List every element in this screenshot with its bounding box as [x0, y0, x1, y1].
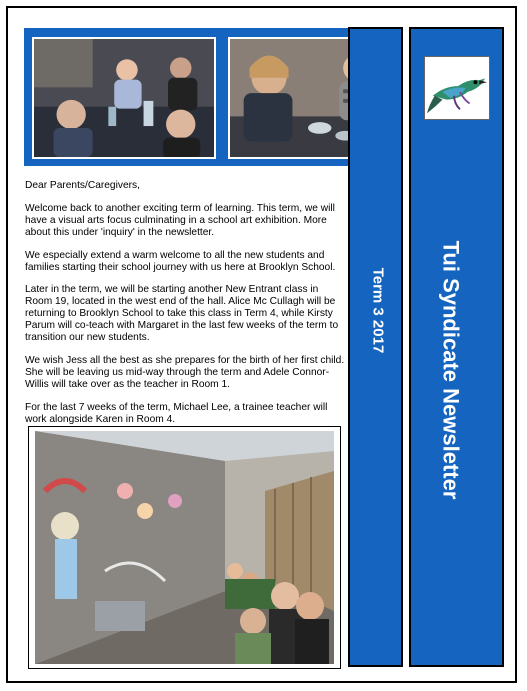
children-experimenting-photo [32, 37, 216, 159]
term-label: Term 3 2017 [369, 267, 386, 353]
letter-paragraph: We wish Jess all the best as she prepares for the birth of her first child. She will be leaving us mid-way through the term and Adele Connor-Willis will take over as the teacher in Room 1. [25, 354, 345, 390]
letter-greeting: Dear Parents/Caregivers, [25, 180, 140, 191]
letter-paragraph: Later in the term, we will be starting another New Entrant class in Room 19, located in the west end of the hall. Alice Mc Cullagh will be returning to Brooklyn School to take this class in Term 4, while Kirsty Parum will co-teach with Margaret in the last few weeks of the term to transition our new students. [25, 284, 339, 344]
newsletter-title: Tui Syndicate Newsletter [438, 240, 463, 500]
letter-paragraph: For the last 7 weeks of the term, Michael Lee, a trainee teacher will work alongside Karen in Room 4. [25, 401, 328, 425]
letter-body [25, 180, 347, 437]
letter-paragraph: We especially extend a warm welcome to all the new students and families starting their school journey with us here at Brooklyn School. [25, 249, 336, 273]
tui-bird-icon [424, 56, 490, 120]
letter-paragraph: Welcome back to another exciting term of learning. This term, we will have a visual arts focus culminating in a school art exhibition. More about this under 'inquiry' in the newsletter. [25, 202, 335, 238]
chalk-mural-alley-photo [28, 426, 341, 669]
